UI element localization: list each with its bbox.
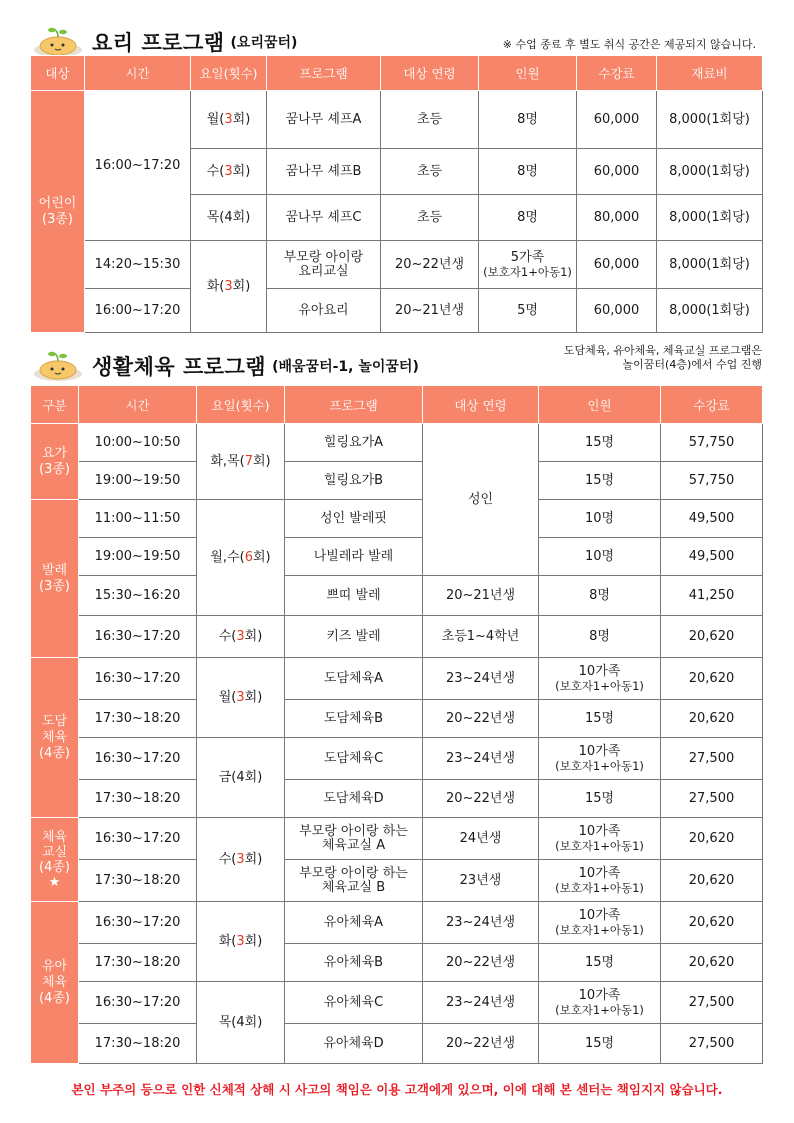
age-cell: 23년생: [423, 860, 539, 902]
time-cell: 11:00~11:50: [79, 500, 197, 538]
header-cell: 시간: [85, 56, 191, 91]
sports-table: [30, 385, 763, 1064]
age-cell: 초등: [381, 195, 479, 241]
day-count: 3: [224, 111, 233, 127]
people-cell: 15명: [539, 944, 661, 982]
fee-cell: 27,500: [661, 982, 763, 1024]
fee-cell: 49,500: [661, 538, 763, 576]
time-cell: 19:00~19:50: [79, 462, 197, 500]
program-cell: 유아체육C: [285, 982, 423, 1024]
fee-cell: 60,000: [577, 289, 657, 333]
time-cell: 16:30~17:20: [79, 658, 197, 700]
age-cell: 23~24년생: [423, 902, 539, 944]
people-cell: 8명: [479, 195, 577, 241]
fee-cell: 20,620: [661, 658, 763, 700]
age-cell: 초등1~4학년: [423, 616, 539, 658]
fee-cell: 20,620: [661, 860, 763, 902]
age-cell: 24년생: [423, 818, 539, 860]
people-count: 5가족: [510, 249, 545, 265]
time-cell: 17:30~18:20: [79, 700, 197, 738]
age-cell: 20~22년생: [381, 241, 479, 289]
program-cell: 꿈나무 셰프B: [267, 149, 381, 195]
day-cell: [197, 982, 285, 1064]
program-cell: 도담체육D: [285, 780, 423, 818]
fee-cell: 80,000: [577, 195, 657, 241]
fee-cell: 20,620: [661, 902, 763, 944]
fee-cell: 20,620: [661, 616, 763, 658]
sports-header-row: [31, 386, 763, 424]
day-count: 6: [244, 549, 253, 565]
people-cell: [479, 241, 577, 289]
fee-cell: 60,000: [577, 91, 657, 149]
time-cell: 16:00~17:20: [85, 91, 191, 241]
age-cell: 23~24년생: [423, 982, 539, 1024]
fee-cell: 27,500: [661, 1024, 763, 1064]
people-cell: 8명: [539, 576, 661, 616]
day-count: 3: [236, 628, 245, 644]
material-cell: 8,000(1회당): [657, 241, 763, 289]
people-cell: 8명: [479, 149, 577, 195]
people-sub: (보호자1+아동1): [555, 678, 644, 693]
people-sub: (보호자1+아동1): [555, 758, 644, 773]
table-row: [31, 780, 763, 818]
day-text: 수(: [206, 163, 225, 179]
fee-cell: 27,500: [661, 780, 763, 818]
day-text: 회): [244, 628, 263, 644]
people-cell: [539, 860, 661, 902]
program-cell: 키즈 발레: [285, 616, 423, 658]
fee-cell: 41,250: [661, 576, 763, 616]
day-cell: [197, 902, 285, 982]
age-cell: 20~22년생: [423, 700, 539, 738]
material-cell: 8,000(1회당): [657, 195, 763, 241]
day-text: 금(4회): [218, 769, 263, 785]
day-text: 목(4회): [206, 209, 251, 225]
material-cell: 8,000(1회당): [657, 149, 763, 195]
day-text: 월(: [218, 689, 237, 705]
category-cell: 유아 체육 (4종): [31, 902, 79, 1064]
program-cell: 유아체육D: [285, 1024, 423, 1064]
people-cell: 8명: [479, 91, 577, 149]
sports-title: 생활체육 프로그램: [92, 355, 267, 379]
time-cell: 17:30~18:20: [79, 780, 197, 818]
people-count: 10가족: [578, 663, 621, 679]
table-row: [31, 616, 763, 658]
day-text: 화(: [206, 278, 225, 294]
day-cell: [197, 500, 285, 616]
time-cell: 17:30~18:20: [79, 944, 197, 982]
program-cell: 유아체육B: [285, 944, 423, 982]
program-cell: 꿈나무 셰프A: [267, 91, 381, 149]
header-cell: 수강료: [577, 56, 657, 91]
day-cell: [191, 149, 267, 195]
time-cell: 17:30~18:20: [79, 860, 197, 902]
cooking-header-row: [31, 56, 763, 91]
fee-cell: 20,620: [661, 944, 763, 982]
day-text: 화,목(: [210, 453, 245, 469]
fee-cell: 60,000: [577, 241, 657, 289]
fee-cell: 60,000: [577, 149, 657, 195]
age-cell: 초등: [381, 91, 479, 149]
people-cell: 15명: [539, 780, 661, 818]
table-row: [31, 738, 763, 780]
table-row: [31, 818, 763, 860]
people-cell: [539, 658, 661, 700]
header-cell: 요일(횟수): [191, 56, 267, 91]
age-cell: 성인: [423, 424, 539, 576]
fee-cell: 57,750: [661, 462, 763, 500]
fee-cell: 20,620: [661, 818, 763, 860]
table-row: [31, 538, 763, 576]
sports-note-line2: 놀이꿈터(4층)에서 수업 진행: [622, 358, 762, 371]
day-count: 3: [224, 163, 233, 179]
age-cell: 20~22년생: [423, 1024, 539, 1064]
program-cell: 힐링요가B: [285, 462, 423, 500]
cooking-title: 요리 프로그램: [92, 31, 225, 55]
day-cell: [191, 91, 267, 149]
header-cell: 재료비: [657, 56, 763, 91]
people-sub: (보호자1+아동1): [555, 880, 644, 895]
time-cell: 10:00~10:50: [79, 424, 197, 462]
program-cell: 부모랑 아이랑 요리교실: [267, 241, 381, 289]
header-cell: 요일(횟수): [197, 386, 285, 424]
program-cell: 도담체육C: [285, 738, 423, 780]
header-cell: 인원: [479, 56, 577, 91]
table-row: [31, 860, 763, 902]
age-cell: 초등: [381, 149, 479, 195]
program-cell: 도담체육B: [285, 700, 423, 738]
day-text: 월(: [206, 111, 225, 127]
table-row: [31, 424, 763, 462]
table-row: [31, 241, 763, 289]
table-row: [31, 462, 763, 500]
age-cell: 20~21년생: [381, 289, 479, 333]
program-cell: 도담체육A: [285, 658, 423, 700]
day-count: 7: [244, 453, 253, 469]
header-cell: 수강료: [661, 386, 763, 424]
day-count: 3: [224, 278, 233, 294]
fee-cell: 57,750: [661, 424, 763, 462]
material-cell: 8,000(1회당): [657, 289, 763, 333]
day-text: 회): [252, 453, 271, 469]
time-cell: 16:00~17:20: [85, 289, 191, 333]
day-cell: [197, 424, 285, 500]
age-cell: 20~22년생: [423, 944, 539, 982]
table-row: [31, 500, 763, 538]
table-row: [31, 576, 763, 616]
people-cell: 15명: [539, 462, 661, 500]
people-cell: 10명: [539, 538, 661, 576]
table-row: [31, 982, 763, 1024]
category-cell: 도담 체육 (4종): [31, 658, 79, 818]
cooking-subtitle: (요리꿈터): [230, 35, 298, 51]
program-cell: 꿈나무 셰프C: [267, 195, 381, 241]
fee-cell: 49,500: [661, 500, 763, 538]
time-cell: 16:30~17:20: [79, 818, 197, 860]
people-sub: (보호자1+아동1): [483, 264, 572, 279]
category-cell: 어린이 (3종): [31, 91, 85, 333]
program-cell: 나빌레라 발레: [285, 538, 423, 576]
sprout-bun-icon: [30, 26, 86, 58]
people-cell: 15명: [539, 700, 661, 738]
day-text: 회): [232, 278, 251, 294]
day-cell: [191, 241, 267, 333]
people-cell: 15명: [539, 1024, 661, 1064]
time-cell: 16:30~17:20: [79, 616, 197, 658]
sports-title-block: [30, 350, 419, 382]
day-text: 회): [232, 163, 251, 179]
header-cell: 인원: [539, 386, 661, 424]
day-cell: [191, 195, 267, 241]
day-text: 수(: [218, 628, 237, 644]
day-text: 회): [244, 851, 263, 867]
time-cell: 14:20~15:30: [85, 241, 191, 289]
day-count: 3: [236, 933, 245, 949]
header-cell: 대상 연령: [381, 56, 479, 91]
header-cell: 대상 연령: [423, 386, 539, 424]
day-text: 회): [232, 111, 251, 127]
fee-cell: 27,500: [661, 738, 763, 780]
sports-note: [564, 344, 762, 372]
category-cell: 요가 (3종): [31, 424, 79, 500]
liability-disclaimer: 본인 부주의 등으로 인한 신체적 상해 시 사고의 책임은 이용 고객에게 있으며, 이에 대해 본 센터는 책임지지 않습니다.: [71, 1082, 723, 1097]
cooking-note: ※ 수업 종료 후 별도 취식 공간은 제공되지 않습니다.: [502, 38, 756, 51]
table-row: [31, 289, 763, 333]
people-cell: [539, 738, 661, 780]
people-count: 10가족: [578, 865, 621, 881]
day-cell: [197, 658, 285, 738]
table-row: [31, 944, 763, 982]
people-sub: (보호자1+아동1): [555, 1002, 644, 1017]
people-cell: [539, 818, 661, 860]
table-row: [31, 91, 763, 149]
day-text: 목(4회): [218, 1014, 263, 1030]
day-text: 월,수(: [210, 549, 245, 565]
people-count: 10가족: [578, 907, 621, 923]
day-text: 회): [252, 549, 271, 565]
material-cell: 8,000(1회당): [657, 91, 763, 149]
sports-note-line1: 도담체육, 유아체육, 체육교실 프로그램은: [563, 344, 762, 357]
people-count: 10가족: [578, 823, 621, 839]
day-text: 수(: [218, 851, 237, 867]
cooking-table: [30, 55, 763, 333]
people-cell: [539, 902, 661, 944]
age-cell: 20~21년생: [423, 576, 539, 616]
header-cell: 프로그램: [267, 56, 381, 91]
day-text: 회): [244, 689, 263, 705]
table-row: [31, 1024, 763, 1064]
day-count: 3: [236, 689, 245, 705]
people-sub: (보호자1+아동1): [555, 838, 644, 853]
header-cell: 대상: [31, 56, 85, 91]
time-cell: 16:30~17:20: [79, 902, 197, 944]
day-text: 화(: [218, 933, 237, 949]
time-cell: 16:30~17:20: [79, 982, 197, 1024]
day-count: 3: [236, 851, 245, 867]
people-count: 10가족: [578, 743, 621, 759]
sports-subtitle: (배움꿈터-1, 놀이꿈터): [272, 359, 419, 375]
time-cell: 19:00~19:50: [79, 538, 197, 576]
category-cell: 발레 (3종): [31, 500, 79, 658]
people-cell: 5명: [479, 289, 577, 333]
day-cell: [197, 818, 285, 902]
age-cell: 20~22년생: [423, 780, 539, 818]
sprout-bun-icon: [30, 350, 86, 382]
program-cell: 힐링요가A: [285, 424, 423, 462]
people-count: 10가족: [578, 987, 621, 1003]
cooking-title-block: [30, 26, 297, 58]
program-cell: 유아요리: [267, 289, 381, 333]
day-cell: [197, 616, 285, 658]
time-cell: 17:30~18:20: [79, 1024, 197, 1064]
people-cell: 8명: [539, 616, 661, 658]
header-cell: 프로그램: [285, 386, 423, 424]
header-cell: 구분: [31, 386, 79, 424]
program-cell: 부모랑 아이랑 하는 체육교실 B: [285, 860, 423, 902]
program-cell: 유아체육A: [285, 902, 423, 944]
people-cell: [539, 982, 661, 1024]
people-cell: 15명: [539, 424, 661, 462]
age-cell: 23~24년생: [423, 658, 539, 700]
program-cell: 부모랑 아이랑 하는 체육교실 A: [285, 818, 423, 860]
program-cell: 성인 발레핏: [285, 500, 423, 538]
category-cell: 체육 교실 (4종) ★: [31, 818, 79, 902]
people-cell: 10명: [539, 500, 661, 538]
header-cell: 시간: [79, 386, 197, 424]
age-cell: 23~24년생: [423, 738, 539, 780]
table-row: [31, 902, 763, 944]
program-cell: 쁘띠 발레: [285, 576, 423, 616]
time-cell: 15:30~16:20: [79, 576, 197, 616]
time-cell: 16:30~17:20: [79, 738, 197, 780]
people-sub: (보호자1+아동1): [555, 922, 644, 937]
day-cell: [197, 738, 285, 818]
table-row: [31, 700, 763, 738]
table-row: [31, 658, 763, 700]
day-text: 회): [244, 933, 263, 949]
fee-cell: 20,620: [661, 700, 763, 738]
